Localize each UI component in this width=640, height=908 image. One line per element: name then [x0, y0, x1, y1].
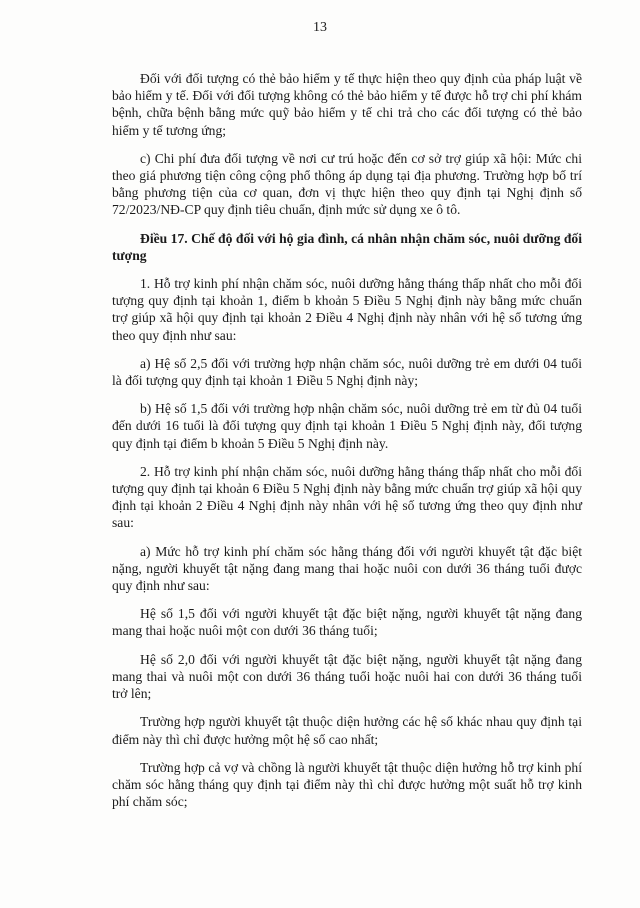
paragraph-clause-2a: a) Mức hỗ trợ kinh phí chăm sóc hằng tháng đối với người khuyết tật đặc biệt nặng, người khuyết tật nặng đang mang thai hoặc nuôi con dưới 36 tháng tuổi được quy định như sau: [112, 543, 582, 594]
paragraph-transport-cost: c) Chi phí đưa đối tượng về nơi cư trú hoặc đến cơ sở trợ giúp xã hội: Mức chi theo giá phương tiện công cộng phổ thông áp dụng tại địa phương. Trường hợp bố trí bằng phương tiện của cơ quan, đơn vị thực hiện theo quy định tại Nghị định số 72/2023/NĐ-CP quy định tiêu chuẩn, định mức sử dụng xe ô tô. [112, 150, 582, 218]
paragraph-coefficient-2-0: Hệ số 2,0 đối với người khuyết tật đặc biệt nặng, người khuyết tật nặng đang mang thai và nuôi một con dưới 36 tháng tuổi hoặc nuôi hai con dưới 36 tháng tuổi trở lên; [112, 651, 582, 702]
document-body [112, 70, 582, 821]
paragraph-highest-coefficient: Trường hợp người khuyết tật thuộc diện hưởng các hệ số khác nhau quy định tại điểm này thì chỉ được hưởng một hệ số cao nhất; [112, 714, 582, 747]
page-number: 13 [313, 20, 327, 35]
paragraph-coefficient-1-5: Hệ số 1,5 đối với người khuyết tật đặc biệt nặng, người khuyết tật nặng đang mang thai hoặc nuôi một con dưới 36 tháng tuổi; [112, 606, 582, 639]
paragraph-clause-1: 1. Hỗ trợ kinh phí nhận chăm sóc, nuôi dưỡng hằng tháng thấp nhất cho mỗi đối tượng quy định tại khoản 1, điểm b khoản 5 Điều 5 Nghị định này bằng mức chuẩn trợ giúp xã hội quy định tại khoản 2 Điều 4 Nghị định này nhân với hệ số tương ứng theo quy định như sau: [112, 276, 582, 343]
paragraph-clause-1b: b) Hệ số 1,5 đối với trường hợp nhận chăm sóc, nuôi dưỡng trẻ em từ đủ 04 tuổi đến dưới 16 tuổi là đối tượng quy định tại khoản 1 Điều 5 Nghị định này, đối tượng quy định tại điểm b khoản 5 Điều 5 Nghị định này. [112, 401, 582, 451]
paragraph-insurance: Đối với đối tượng có thẻ bảo hiểm y tế thực hiện theo quy định của pháp luật về bảo hiểm y tế. Đối với đối tượng không có thẻ bảo hiểm y tế được hỗ trợ chi phí khám bệnh, chữa bệnh bằng mức quỹ bảo hiểm y tế chi trả cho các đối tượng có thẻ bảo hiểm y tế tương ứng; [112, 71, 582, 138]
paragraph-spouses: Trường hợp cả vợ và chồng là người khuyết tật thuộc diện hưởng hỗ trợ kinh phí chăm sóc hằng tháng quy định tại điểm này thì chỉ được hưởng một suất hỗ trợ kinh phí chăm sóc; [112, 759, 582, 810]
paragraph-clause-1a: a) Hệ số 2,5 đối với trường hợp nhận chăm sóc, nuôi dưỡng trẻ em dưới 04 tuổi là đối tượng quy định tại khoản 1 Điều 5 Nghị định này; [112, 355, 582, 389]
paragraph-clause-2: 2. Hỗ trợ kinh phí nhận chăm sóc, nuôi dưỡng hằng tháng thấp nhất cho mỗi đối tượng quy định tại khoản 6 Điều 5 Nghị định này bằng mức chuẩn trợ giúp xã hội quy định tại khoản 2 Điều 4 Nghị định này nhân với hệ số tương ứng theo quy định như sau: [112, 463, 582, 531]
article-17-heading: Điều 17. Chế độ đối với hộ gia đình, cá nhân nhận chăm sóc, nuôi dưỡng đối tượng [112, 230, 582, 263]
